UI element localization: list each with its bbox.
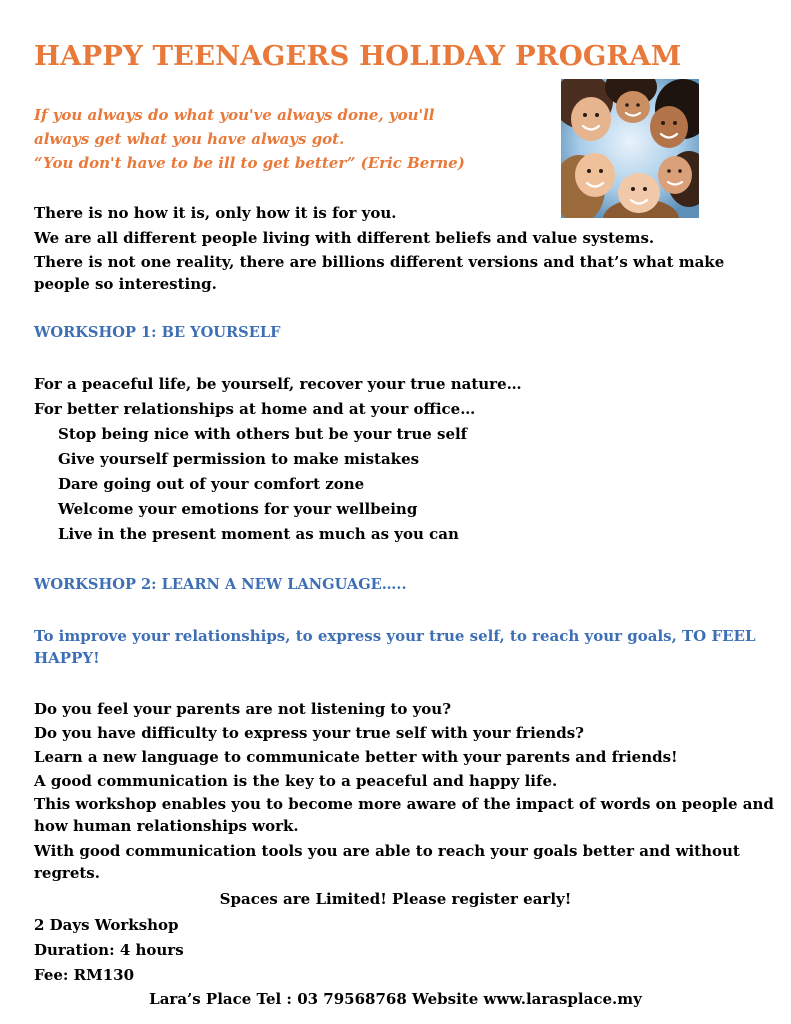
workshop1-point: Welcome your emotions for your wellbeing (58, 500, 418, 518)
quote-line: always get what you have always got. (34, 130, 345, 148)
workshop2-line: Learn a new language to communicate better with your parents and friends! (34, 748, 678, 766)
intro-line: We are all different people living with different beliefs and value systems. (34, 229, 655, 247)
intro-block (34, 201, 764, 295)
duration-label: Duration: 4 hours (34, 941, 184, 959)
contact-line: Lara’s Place Tel : 03 79568768 Website www.larasplace.my (149, 990, 642, 1008)
intro-line: There is no how it is, only how it is for you. (34, 204, 397, 222)
registration-notice: Spaces are Limited! Please register early! (219, 890, 572, 908)
workshop2-lead: To improve your relationships, to express your true self, to reach your goals, TO FEEL HAPPY! (34, 627, 756, 667)
days-label: 2 Days Workshop (34, 916, 179, 934)
workshop2-line: A good communication is the key to a peaceful and happy life. (34, 772, 558, 790)
workshop-details (34, 913, 184, 988)
workshop1-lead: For better relationships at home and at your office… (34, 400, 476, 418)
workshop2-heading: WORKSHOP 2: LEARN A NEW LANGUAGE….. (34, 576, 407, 593)
workshop1-content (34, 372, 522, 547)
workshop1-heading: WORKSHOP 1: BE YOURSELF (34, 324, 281, 341)
quote-block (34, 103, 554, 175)
workshop2-content (34, 697, 774, 887)
workshop1-point: Live in the present moment as much as you can (58, 525, 459, 543)
workshop1-point: Dare going out of your comfort zone (58, 475, 365, 493)
quote-line: “You don't have to be ill to get better” (Eric Berne) (34, 154, 465, 172)
workshop2-line: Do you have difficulty to express your true self with your friends? (34, 724, 584, 742)
workshop2-line: With good communication tools you are able to reach your goals better and without regrets. (34, 842, 740, 882)
page-title: HAPPY TEENAGERS HOLIDAY PROGRAM (34, 40, 682, 72)
fee-label: Fee: RM130 (34, 966, 135, 984)
workshop2-line: This workshop enables you to become more aware of the impact of words on people and how human relationships work. (34, 795, 774, 835)
photo-illustration (561, 79, 699, 218)
workshop1-point: Give yourself permission to make mistakes (58, 450, 420, 468)
workshop1-point: Stop being nice with others but be your true self (58, 425, 468, 443)
teenagers-group-photo (561, 79, 699, 218)
quote-line: If you always do what you've always done, you'll (34, 106, 435, 124)
intro-line: There is not one reality, there are billions different versions and that’s what make people so interesting. (34, 253, 725, 293)
workshop1-lead: For a peaceful life, be yourself, recover your true nature… (34, 375, 522, 393)
workshop2-line: Do you feel your parents are not listening to you? (34, 700, 452, 718)
